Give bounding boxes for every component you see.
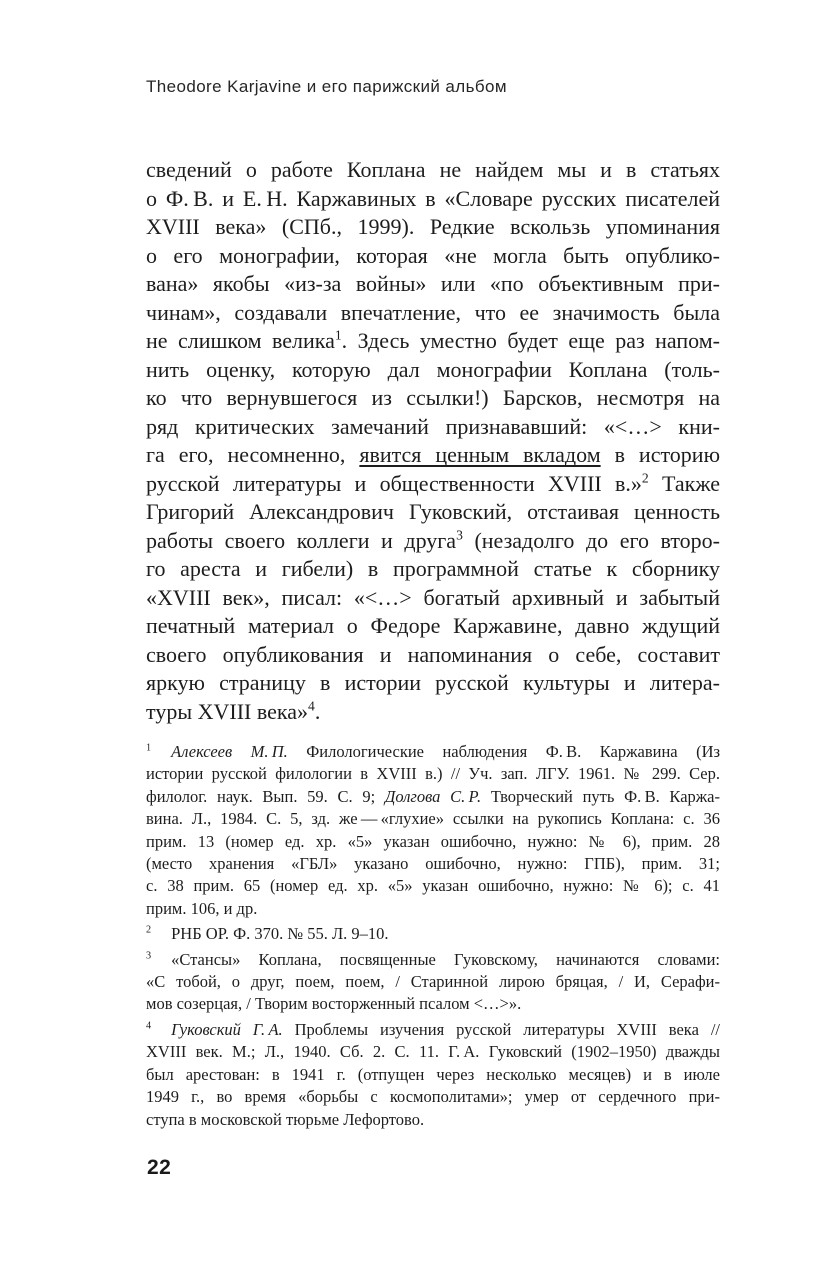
footnote-ref: 3: [456, 527, 463, 543]
author-name-italic: Алексеев М. П.: [171, 742, 288, 761]
text-line: чинам», создавали впечатление, что ее значимость была: [146, 299, 720, 325]
text-line: XVIII века» (СПб., 1999). Редкие вскользь упоминания: [146, 214, 720, 239]
footnote-marker: 4: [146, 1020, 152, 1032]
footnotes: [146, 741, 720, 1131]
footnote-line: был арестован: в 1941 г. (отпущен через несколько месяцев) и в июле: [146, 1064, 720, 1084]
footnote: [146, 949, 720, 1016]
footnote-line: $^4$ Гуковский Г. А. Проблемы изучения русской литературы XVIII века //: [146, 1019, 720, 1039]
body-text: [146, 156, 720, 726]
author-name-italic: Долгова С. Р.: [384, 786, 482, 806]
text-line: «XVIII век», писал: «<…> богатый архивный и забытый: [146, 584, 720, 610]
text-line: га его, несомненно, явится ценным вкладом в историю: [146, 442, 720, 467]
running-header: Theodore Karjavine и его парижский альбом: [146, 77, 507, 96]
footnote-line: вина. Л., 1984. С. 5, зд. же — «глухие» ссылки на рукопись Коплана: с. 36: [146, 809, 720, 829]
footnote-line: мов созерцая, / Творим восторженный псалом <…>».: [146, 994, 522, 1014]
text-line: яркую страницу в истории русской культуры и литера-: [146, 670, 720, 695]
text-line: своего опубликования и напоминания о себе, составит: [146, 641, 720, 667]
text-line: вана» якобы «из-за войны» или «по объективным при-: [146, 271, 720, 296]
footnote-line: $^2$ РНБ ОР. Ф. 370. № 55. Л. 9–10.: [146, 924, 389, 944]
footnote-line: (место хранения «ГБЛ» указано ошибочно, нужно: ГПБ), прим. 31;: [146, 854, 720, 874]
page-number: 22: [147, 1156, 172, 1179]
footnote-marker: 3: [146, 950, 152, 962]
footnote-ref: 2: [641, 470, 649, 486]
footnote-line: 1949 г., во время «борьбы с космополитами»; умер от сердечного при-: [146, 1087, 720, 1107]
text-line: о Ф. В. и Е. Н. Каржавиных в «Словаре русских писателей: [146, 185, 720, 211]
footnote-line: прим. 106, и др.: [146, 898, 258, 918]
text-line: ряд критических замечаний признававший: «<…> кни-: [146, 413, 720, 439]
footnote-line: с. 38 прим. 65 (номер ед. хр. «5» указан ошибочно, нужно: № 6); с. 41: [146, 876, 720, 896]
footnote-line: «С тобой, о друг, поем, поем, / Старинной лирою бряцая, / И, Серафи-: [146, 972, 720, 992]
text-line: нить оценку, которую дал монографии Коплана (толь-: [146, 356, 720, 382]
footnote-line: $^3$ «Стансы» Коплана, посвященные Гуковскому, начинаются словами:: [146, 949, 720, 969]
underlined-phrase: явится ценным вкладом: [359, 442, 601, 467]
text-line: русской литературы и общественности XVIII в.»$^2$ Также: [146, 470, 720, 496]
footnote-ref: 1: [334, 327, 342, 343]
author-name-italic: Гуковский Г. А.: [171, 1019, 283, 1039]
footnote-marker: 2: [146, 924, 152, 936]
text-line: сведений о работе Коплана не найдем мы и в статьях: [146, 157, 720, 182]
text-line: го ареста и гибели) в программной статье к сборнику: [146, 556, 720, 581]
footnote: [146, 1019, 720, 1131]
footnote-line: $^1$ Алексеев М. П. Филологические наблюдения Ф. В. Каржавина (Из: [146, 742, 720, 761]
text-line: работы своего коллеги и друга$^3$ (незадолго до его второ-: [146, 527, 720, 553]
footnote-line: XVIII век. М.; Л., 1940. Сб. 2. С. 11. Г. А. Гуковский (1902–1950) дважды: [146, 1042, 720, 1062]
footnote-line: филолог. наук. Вып. 59. С. 9; Долгова С. Р. Творческий путь Ф. В. Каржа-: [146, 786, 720, 806]
footnote-ref: 4: [308, 698, 315, 714]
footnote-line: прим. 13 (номер ед. хр. «5» указан ошибочно, нужно: № 6), прим. 28: [146, 831, 720, 851]
footnote: [146, 923, 720, 945]
footnote-marker: 1: [146, 742, 152, 754]
text-line: ко что вернувшегося из ссылки!) Барсков, несмотря на: [146, 385, 720, 410]
text-line: печатный материал о Федоре Каржавине, давно ждущий: [146, 613, 720, 638]
footnote: [146, 741, 720, 920]
text-line: о его монографии, которая «не могла быть опублико-: [146, 242, 720, 268]
text-line: Григорий Александрович Гуковский, отстаивая ценность: [146, 499, 720, 524]
footnote-line: ступа в московской тюрьме Лефортово.: [146, 1109, 425, 1129]
footnote-line: истории русской филологии в XVIII в.) // Уч. зап. ЛГУ. 1961. № 299. Сер.: [146, 764, 720, 784]
text-line: не слишком велика$^1$. Здесь уместно будет еще раз напом-: [146, 327, 720, 353]
text-line: туры XVIII века»$^4$.: [146, 698, 321, 724]
